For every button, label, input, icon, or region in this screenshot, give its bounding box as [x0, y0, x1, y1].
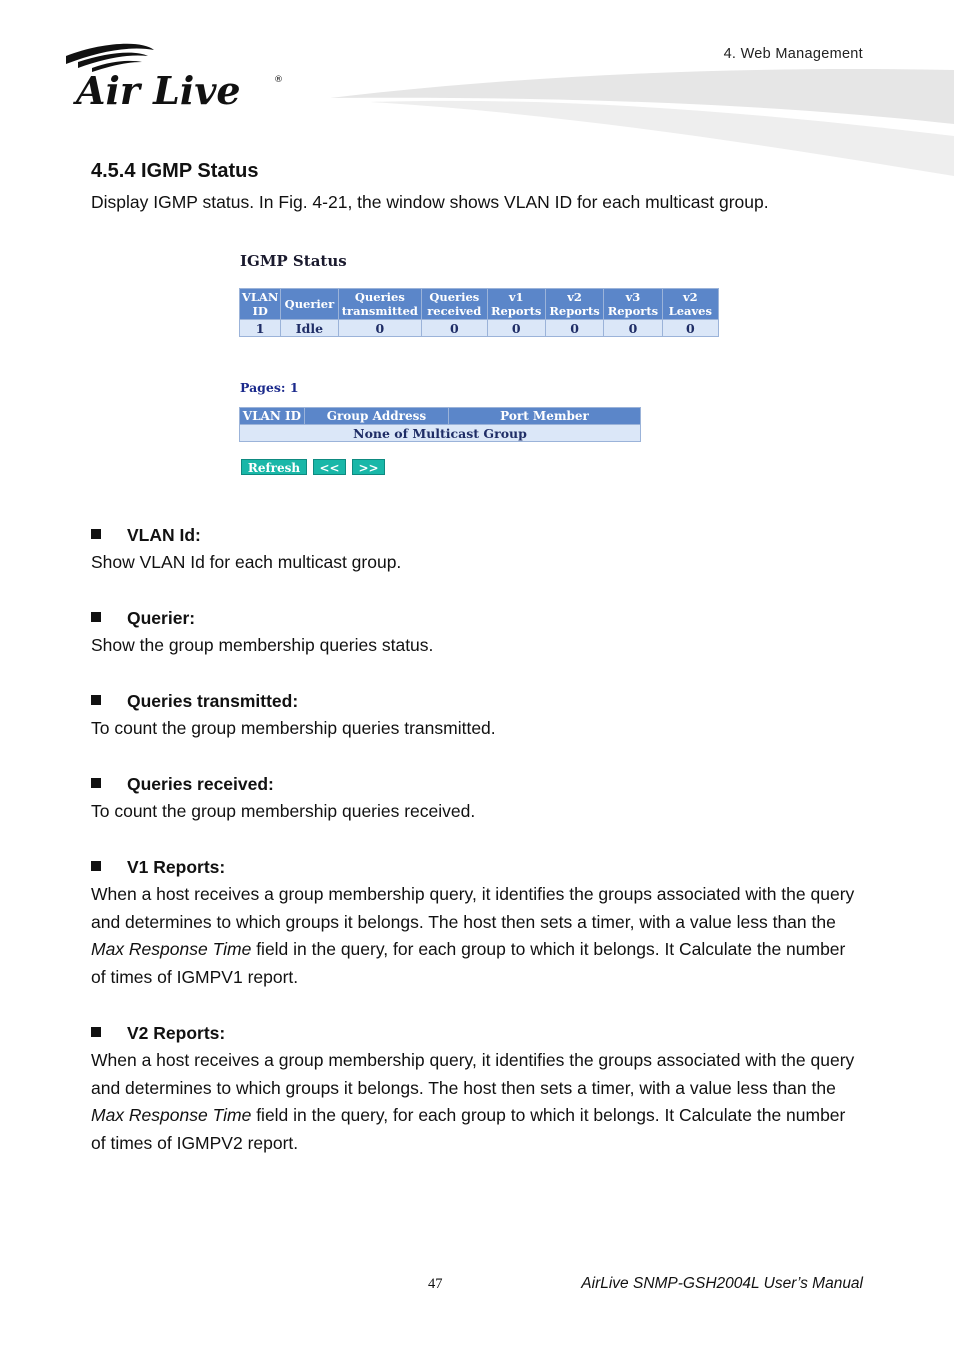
- manual-title: AirLive SNMP-GSH2004L User’s Manual: [581, 1275, 863, 1292]
- airlive-logo-icon: [62, 42, 292, 110]
- bullet-v2-reports: [91, 1023, 225, 1044]
- igmp-status-table: [239, 288, 719, 337]
- bullet-querier: [91, 608, 195, 629]
- bullet-term: Queries transmitted:: [127, 691, 299, 711]
- square-bullet-icon: [91, 1027, 101, 1037]
- empty-table-message: None of Multicast Group: [240, 425, 641, 442]
- table-cell: 0: [662, 320, 718, 337]
- svg-text:Air Live: Air Live: [76, 68, 241, 110]
- square-bullet-icon: [91, 612, 101, 622]
- bullet-queries-transmitted: [91, 691, 298, 712]
- bullet-description: When a host receives a group membership query, it identifies the groups associated with the query and determines to which groups it belongs. The host then sets a timer, with a value less than the Max Response Time field in the query, for each group to which it belongs. It Calculate the number of times of IGMPV1 report.: [91, 884, 855, 987]
- bullet-term: Queries received:: [127, 774, 274, 794]
- section-intro: Display IGMP status. In Fig. 4-21, the window shows VLAN ID for each multicast group.: [91, 192, 769, 212]
- table-cell: 0: [545, 320, 603, 337]
- svg-text:®: ®: [274, 75, 283, 85]
- igmp-status-screenshot: [238, 250, 728, 482]
- column-header: v2 Leaves: [662, 289, 718, 320]
- square-bullet-icon: [91, 778, 101, 788]
- table-cell: 1: [240, 320, 281, 337]
- bullet-term: VLAN Id:: [127, 525, 201, 545]
- table-row: [240, 320, 719, 337]
- square-bullet-icon: [91, 529, 101, 539]
- table-header-row: [240, 408, 641, 425]
- next-page-button[interactable]: >>: [352, 459, 385, 475]
- column-header: VLAN ID: [240, 289, 281, 320]
- figure-title: IGMP Status: [240, 252, 347, 270]
- bullet-v1-reports: [91, 857, 225, 878]
- airlive-logo: [62, 42, 292, 110]
- section-title: 4.5.4 IGMP Status: [91, 160, 259, 182]
- square-bullet-icon: [91, 695, 101, 705]
- page-number: 47: [428, 1276, 443, 1292]
- bullet-description: When a host receives a group membership query, it identifies the groups associated with the query and determines to which groups it belongs. The host then sets a timer, with a value less than the Max Response Time field in the query, for each group to which it belongs. It Calculate the number of times of IGMPV2 report.: [91, 1050, 855, 1153]
- bullet-vlan-id: [91, 525, 201, 546]
- bullet-term: V2 Reports:: [127, 1023, 226, 1043]
- table-cell: 0: [604, 320, 662, 337]
- chapter-header: 4. Web Management: [723, 46, 863, 62]
- table-cell: 0: [422, 320, 487, 337]
- column-header: Group Address: [304, 408, 448, 425]
- bullet-term: Querier:: [127, 608, 196, 628]
- bullet-queries-received: [91, 774, 274, 795]
- bullet-description: To count the group membership queries received.: [91, 801, 476, 821]
- table-row: [240, 425, 641, 442]
- refresh-button[interactable]: Refresh: [241, 459, 307, 475]
- table-cell: 0: [338, 320, 422, 337]
- column-header: v3 Reports: [604, 289, 662, 320]
- square-bullet-icon: [91, 861, 101, 871]
- table-header-row: [240, 289, 719, 320]
- column-header: Queries received: [422, 289, 487, 320]
- previous-page-button[interactable]: <<: [313, 459, 346, 475]
- bullet-term: V1 Reports:: [127, 857, 226, 877]
- column-header: v2 Reports: [545, 289, 603, 320]
- bullet-description: Show the group membership queries status.: [91, 635, 434, 655]
- table-cell: 0: [487, 320, 545, 337]
- column-header: Port Member: [449, 408, 641, 425]
- column-header: Queries transmitted: [338, 289, 422, 320]
- column-header: v1 Reports: [487, 289, 545, 320]
- header-swoosh-graphic: [330, 66, 954, 176]
- table-cell: Idle: [281, 320, 338, 337]
- multicast-group-table: [239, 407, 641, 442]
- pages-label: Pages: 1: [240, 380, 299, 395]
- bullet-description: Show VLAN Id for each multicast group.: [91, 552, 402, 572]
- column-header: VLAN ID: [240, 408, 305, 425]
- bullet-description: To count the group membership queries transmitted.: [91, 718, 496, 738]
- column-header: Querier: [281, 289, 338, 320]
